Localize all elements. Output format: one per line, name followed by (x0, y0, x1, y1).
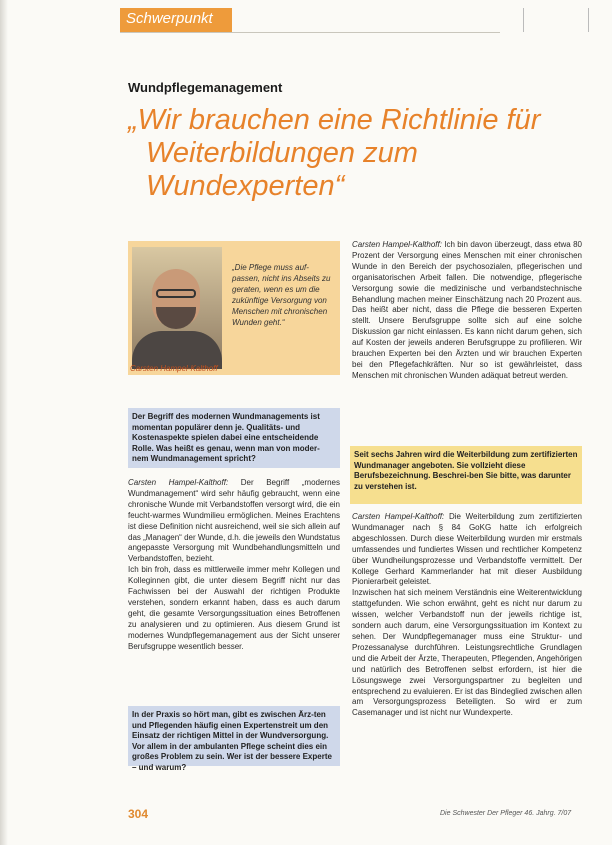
answer-3-continued: Inzwischen hat sich meinem Verständnis eine Weiterentwicklung stattgefunden. Wie schon erwähnt, geht es nicht nur darum zu wissen, welcher Verbandstoff nun der jeweils richtige ist, sondern auch darum, eine Versorgungssituation im Kontext zu sehen. Der Wundpflegemanager muss eine Struktur- und Prozessanalyse durchführen. Leistungsrechtliche Grundlagen und die Arbeit der Ärzte, Therapeuten, Pflegenden, Angehörigen und natürlich des Betroffenen selbst erfordern, ist hier die Lösungswege zwei Versorgungspartner zu begleiten und entsprechend zu evaluieren. Er ist das Bindeglied zwischen allen am Versorgungsprozess Beteiligten. So wird er zum Casemanager und ist nicht nur Wundexperte. (352, 588, 582, 718)
question-3-text: Seit sechs Jahren wird die Weiterbildung zum zertifizierten Wundmanager angeboten. Sie vollzieht diese Berufsbezeichnung. Beschrei-ben Sie bitte, was darunter zu verstehen ist. (354, 450, 578, 491)
question-1-text: Der Begriff des modernen Wundmanagements ist momentan populärer denn je. Qualitäts- und Kostenaspekte spielen dabei eine entscheidende Rolle. Was heißt es genau, wenn man von moder-nem Wundmanagement spricht? (132, 412, 320, 464)
photo-caption: Carsten Hampel-Kalthoff (130, 364, 218, 373)
photo-glasses (156, 289, 196, 298)
right-column-answer-1 (352, 240, 582, 382)
portrait-photo (132, 247, 222, 369)
footer-citation: Die Schwester Der Pfleger 46. Jahrg. 7/07 (440, 810, 572, 817)
answer-1-text: Der Begriff „modernes Wundmanagement“ wird sehr häufig gebraucht, wenn eine chronische Wunde mit Verbandstoffen versorgt wird, die ein feucht-warmes Wundmilieu ermöglichen. Meines Erachtens ist diese Definition nicht ausreichend, weil sie sich allein auf das „Managen“ der Wunde, d.h. die jeweils den Wundstatus angepasste Versorgung mit Wundbehandlungsmitteln und Verbandstoffen, bezieht. (128, 478, 340, 564)
header-divider-2 (588, 8, 589, 32)
question-box-1 (128, 408, 340, 468)
header-rule (120, 32, 500, 33)
right-column-answer-2 (352, 512, 582, 719)
answer-3-text: Die Weiterbildung zum zertifizierten Wundmanager nach § 84 GoKG hatte ich erfolgreich abgeschlossen. Durch diese Weiterbildung wurden mir erstmals umfassendes und fundiertes Wissen und rechtlicher Kompetenz über Wundheilungsprozesse und Verbandstoffe vermittelt. Der Kollege Gerhard Kammerlander hat mit dieser Ausbildung Pionierarbeit geleistet. (352, 512, 582, 587)
answer-3-speaker: Carsten Hampel-Kalthoff: (352, 512, 445, 521)
answer-2-text: Ich bin davon überzeugt, dass etwa 80 Prozent der Versorgung eines Menschen mit einer chronischen Wunde in den Bereich der psychosozialen, pflegerischen und organisatorischen Arbeit fallen. Die notwendige, pflegerische Versorgung sowie die medizinische und verbandstechnische Behandlung machen meiner Einschätzung nach 20 Prozent aus. Das heißt aber nicht, dass die Pflege die besseren Experten stellt. Unsere Berufsgruppe sollte sich auf eine solche Diskussion gar nicht einlassen. Es kann nicht darum gehen, sich auf Kosten der jeweils anderen Berufsgruppe zu profilieren. Wir brauchen Experten bei den Ärzten und wir brauchen Experten bei den Pflegefachkräften. Nur so ist gewährleistet, dass Menschen mit chronischen Wunden adäquat betreut werden. (352, 240, 582, 380)
left-column-answer-1 (128, 478, 340, 653)
article-headline (128, 104, 598, 203)
question-box-2 (128, 706, 340, 772)
page-number: 304 (128, 807, 149, 821)
answer-2-speaker: Carsten Hampel-Kalthoff: (352, 240, 442, 249)
headline-line-1: „Wir brauchen eine Richtlinie für (128, 104, 541, 136)
headline-line-2: Weiterbildungen zum Wundexperten“ (146, 137, 418, 202)
header-divider-1 (523, 8, 524, 32)
page-edge-shadow (0, 0, 8, 845)
pull-quote: „Die Pflege muss auf-passen, nicht ins Abseits zu geraten, wenn es um die zukünftige Versorgung von Menschen mit chronischen Wunden geht.“ (232, 263, 331, 327)
question-box-3 (350, 446, 582, 504)
section-tab (120, 8, 232, 32)
answer-1-continued: Ich bin froh, dass es mittlerweile immer mehr Kollegen und Kolleginnen gibt, die unter diesem Begriff nicht nur das Fachwissen bei der Auswahl der richtigen Produkte verstehen, sondern erkannt haben, dass es auch darum geht, die gesamte Versorgungssituation eines Betroffenen zu analysieren und zu optimieren. Aus diesem Grund ist modernes Wundpflegemanagement aus der Sicht unserer Berufsgruppe wesentlich besser. (128, 565, 340, 651)
article-kicker: Wundpflegemanagement (128, 80, 283, 95)
question-2-text: In der Praxis so hört man, gibt es zwischen Ärz-ten und Pflegenden häufig einen Expertenstreit um den Einsatz der richtigen Mittel in der Wundversorgung. Vor allem in der ambulanten Pflege scheint dies ein großes Problem zu sein. Wer ist der bessere Experte – und warum? (132, 710, 332, 772)
section-tab-label: Schwerpunkt (126, 10, 213, 27)
answer-speaker: Carsten Hampel-Kalthoff: (128, 478, 229, 487)
